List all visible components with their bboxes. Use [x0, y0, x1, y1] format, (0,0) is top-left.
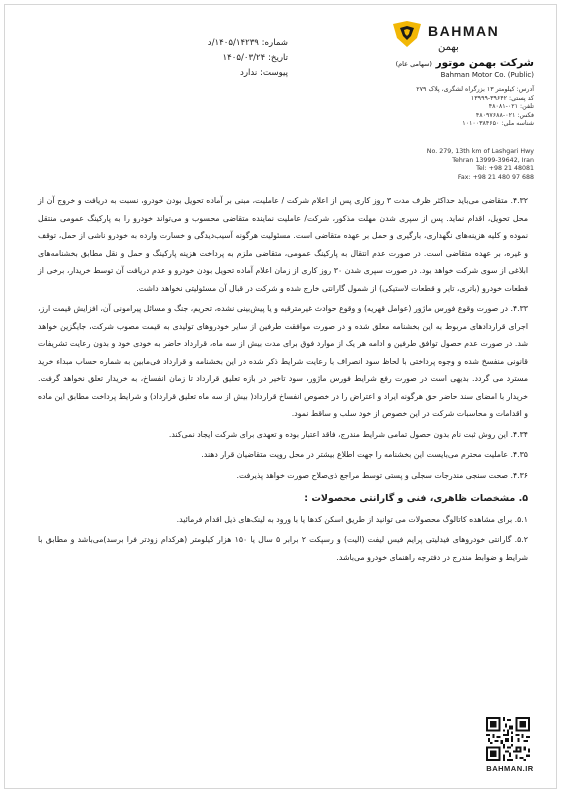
qr-code-icon[interactable] — [486, 717, 530, 761]
contact-line-en: No. 279, 13th km of Lashgari Hwy — [426, 148, 534, 155]
company-name-fa-text: شرکت بهمن موتور — [435, 57, 534, 69]
company-name-en: Bahman Motor Co. (Public) — [440, 71, 534, 79]
clause-4-32: ۴.۳۲. متقاضی می‌باید حداکثر ظرف مدت ۳ روز کاری پس از اعلام شرکت / عاملیت، مبنی بر آماده تحویل بودن خودرو، نسبت به دریافت و خروج آن از محل تحویل، اقدام نماید. پس از سپری شدن مهلت مذکور، شرکت/ عاملیت نماینده متقاضی محسوب و می‌تواند خودرو را به پارکینگ عمومی منتقل نموده و کلیه هزینه‌های نگهداری، بارگیری و حمل بر عهده متقاضی است. مسئولیت هرگونه آسیب‌دیدگی و خسارت وارده به خودرو ناشی از حمل، توقف و غیره، بر عهده متقاضی است. در صورت عدم انتقال به پارکینگ عمومی، متقاضی ملزم به پرداخت هزینه پارکینگ و حمل و نقل مطابق بخشنامه‌های ابلاغی از سوی شرکت خواهد بود. در صورت سپری شدن ۳۰ روز کاری از زمان اعلام آماده تحویل بودن خودرو و عدم دریافت آن توسط خریدار، برخی از قطعات خودرو (باتری، تایر و قطعات لاستیکی) از شمول گارانتی خارج شده و شرکت در قبال آن مسئولیتی نخواهد داشت. — [38, 196, 528, 293]
company-type-note: (سهامی عام) — [395, 60, 432, 68]
website-link[interactable]: BAHMAN.IR — [486, 764, 534, 773]
clause-5-2: ۵.۲. گارانتی خودروهای فیدلیتی پرایم فیس لیفت (الیت) و رسپکت ۲ برابر ۵ سال یا ۱۵۰ هزار کیلومتر (هرکدام زودتر فرا برسد)می‌باشد و مطابق با شرایط و ضوابط مندرج در دفترچه راهنمای خودرو می‌باشد. — [38, 535, 528, 562]
contact-line: تلفن: ۰۲۱-۴۸۰۸۱ — [488, 103, 534, 111]
contact-line: شناسه ملی: ۱۰۱۰۰۳۸۴۶۵۰ — [462, 120, 534, 128]
brand-wordmark-fa: بهمن — [438, 42, 459, 53]
contact-line: آدرس: کیلومتر ۱۳ بزرگراه لشگری، پلاک ۲۷۹ — [416, 86, 534, 93]
bahman-emblem-icon — [392, 20, 422, 48]
contact-line-en: Tehran 13999-39642, Iran — [452, 156, 534, 164]
clause-4-33: ۴.۳۳. در صورت وقوع فورس ماژور (عوامل قهریه) و وقوع حوادث غیرمترقبه و یا پیش‌بینی نشده، تحریم، جنگ و مسائل پیرامونی آن، افزایش قیمت ارز، اجرای قراردادهای مربوط به این بخشنامه معلق شده و در صورت موافقت طرفین از سایر خودروهای تولیدی به قیمت مصوب شرکت، جایگزین خواهد شد. در صورت عدم حصول توافق طرفین و ادامه هر یک از موارد فوق برای مدت بیش از سه ماه، قرارداد حاضر به خودی خود و بدون رعایت تشریفات قانونی منفسخ شده و وجوه پرداختی با لحاظ سود انصراف با رعایت شرایط ذکر شده در این بخشنامه و قرارداد فی‌مابین به شماره حساب مبداء خرید مسترد می گردد. بدیهی است در صورت رفع شرایط فورس ماژور، سود تاخیر در بازه تعلیق قرارداد تا زمان انفساخ، به خریدار تعلق نخواهد گرفت. خریدار با امضای سند حاضر حق هرگونه ایراد و اعتراض را در خصوص انفساخ قرارداد( بیش از سه ماه تعلیق قرارداد) و شرایط پرداخت مطابق این ماده و اقدامات و محاسبات شرکت در این خصوص از خود سلب و ساقط نمود. — [38, 304, 528, 418]
clause-5-1: ۵.۱. برای مشاهده کاتالوگ محصولات می توانید از طریق اسکن کدها یا با ورود به لینک‌های ذیل اقدام فرمائید. — [176, 514, 528, 524]
letter-attachment: پیوست: ندارد — [240, 68, 288, 78]
bahman-logo — [392, 20, 532, 56]
letter-meta — [118, 36, 288, 81]
letter-date: تاریخ: ۱۴۰۵/۰۳/۲۴ — [222, 53, 288, 63]
contact-info-en — [374, 148, 534, 182]
clause-4-35: ۴.۳۵. عاملیت محترم می‌بایست این بخشنامه را جهت اطلاع بیشتر در محل رویت متقاضیان قرار دهند. — [201, 450, 528, 459]
clause-4-34: ۴.۳۴. این روش ثبت نام بدون حصول تمامی شرایط مندرج، فاقد اعتبار بوده و تعهدی برای شرکت ایجاد نمی‌کند. — [168, 429, 528, 439]
contact-line-en: Fax: +98 21 480 97 688 — [457, 173, 534, 181]
letter-number: شماره: ۱۴۰۵/۱۴۲۳۹/د — [207, 38, 288, 48]
contact-line: کد پستی: ۳۹۶۴۲-۱۳۹۹۹ — [470, 94, 534, 102]
brand-wordmark: BAHMAN — [428, 23, 500, 39]
clause-4-36: ۴.۳۶. صحت سنجی مندرجات سجلی و پستی توسط مراجع ذی‌صلاح صورت خواهد پذیرفت. — [236, 470, 528, 480]
letter-body — [38, 192, 528, 569]
company-name-fa — [396, 57, 534, 69]
contact-line: فکس: ۰۲۱-۴۸۰۹۷۶۸۸ — [475, 111, 534, 119]
contact-line-en: Tel: +98 21 48081 — [476, 165, 534, 173]
contact-info-fa — [374, 86, 534, 129]
section-5-title: ۵. مشخصات ظاهری، فنی و گارانتی محصولات : — [304, 493, 528, 504]
